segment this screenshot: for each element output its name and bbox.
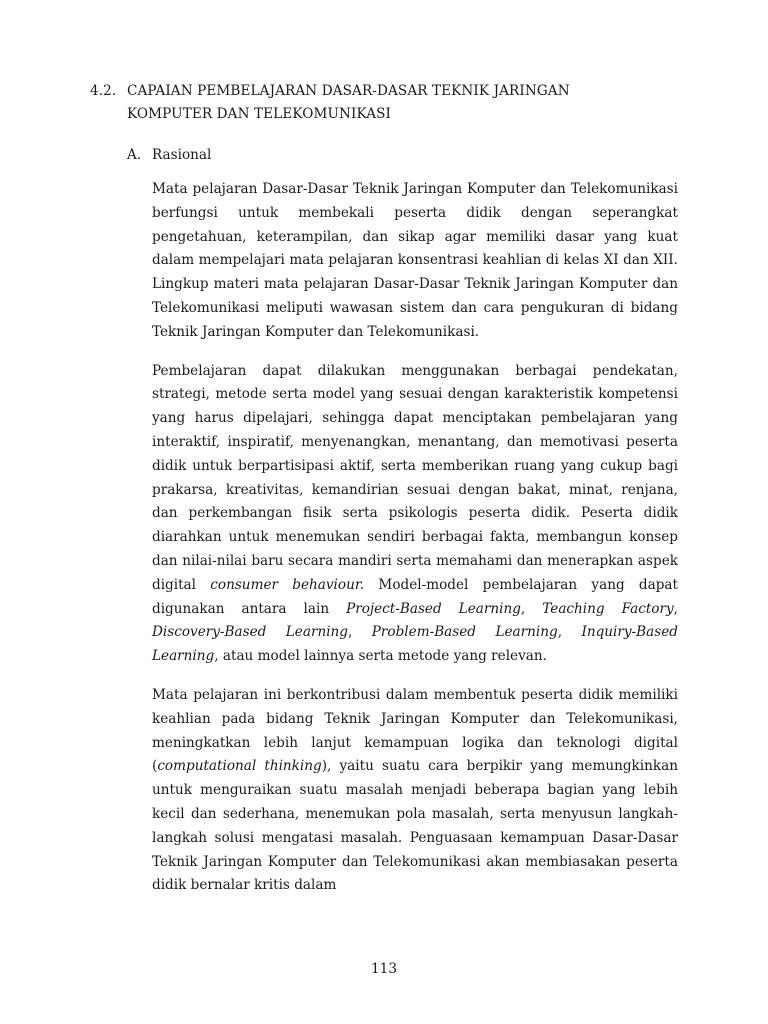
p2-text-c: , (520, 600, 543, 617)
p2-text-a: Pembelajaran dapat dilakukan menggunakan berbagai pendekatan, strategi, metode serta model yang sesuai dengan karakteristik kompetensi yang harus dipelajari, sehingga dapat menciptakan pembelajaran yang interaktif, inspiratif, menyenangkan, menantang, dan memotivasi peserta didik untuk berpartisipasi aktif, serta memberikan ruang yang cukup bagi prakarsa, kreativitas, kemandirian sesuai dengan bakat, minat, renjana, dan perkembangan fisik serta psikologis peserta didik. Peserta didik diarahkan untuk menemukan sendiri berbagai fakta, membangun konsep dan nilai-nilai baru secara mandiri serta memahami dan menerapkan aspek digital (152, 362, 678, 593)
section-title-line1: CAPAIAN PEMBELAJARAN DASAR-DASAR TEKNIK JARINGAN (127, 83, 570, 99)
paragraph-3 (152, 684, 678, 898)
p2-text-b: Model-model pembelajaran yang dapat digunakan antara lain (152, 576, 679, 617)
paragraph-1: Mata pelajaran Dasar-Dasar Teknik Jaringan Komputer dan Telekomunikasi berfungsi untuk membekali peserta didik dengan seperangkat pengetahuan, keterampilan, dan sikap agar memiliki dasar yang kuat dalam mempelajari mata pelajaran konsentrasi keahlian di kelas XI dan XII. Lingkup materi mata pelajaran Dasar-Dasar Teknik Jaringan Komputer dan Telekomunikasi meliputi wawasan sistem dan cara pengukuran di bidang Teknik Jaringan Komputer dan Telekomunikasi. (152, 181, 678, 340)
p2-italic-pbl: Project-Based Learning (346, 600, 521, 617)
p2-italic-consumer-behaviour: consumer behaviour. (210, 576, 365, 593)
subsection-letter: A. (127, 147, 142, 163)
p2-italic-problem: Problem-Based Learning (371, 624, 558, 641)
p3-italic-computational-thinking: computational thinking (157, 758, 322, 775)
p3-text-a: Mata pelajaran ini berkontribusi dalam membentuk peserta didik memiliki keahlian pada bidang Teknik Jaringan Komputer dan Telekomunikasi, meningkatkan lebih lanjut kemampuan logika dan teknologi digital ( (152, 686, 678, 775)
p2-italic-teaching-factory: Teaching Factory (542, 600, 674, 617)
body-text (152, 178, 678, 913)
paragraph-2 (152, 360, 678, 669)
subsection-title: Rasional (152, 147, 212, 163)
p2-text-g: , atau model lainnya serta metode yang relevan. (214, 648, 547, 665)
p2-text-e: , (348, 624, 372, 641)
subsection-heading (127, 145, 211, 165)
p2-text-d: , (673, 600, 678, 617)
p3-text-b: ), yaitu suatu cara berpikir yang memungkinkan untuk menguraikan suatu masalah menjadi beberapa bagian yang lebih kecil dan sederhana, menemukan pola masalah, serta menyusun langkah- langkah solusi mengatasi masalah. Penguasaan kemampuan Dasar-Dasar Teknik Jaringan Komputer dan Telekomunikasi akan membiasakan peserta didik bernalar kritis dalam (152, 758, 678, 894)
page-number: 113 (371, 961, 397, 977)
section-heading (90, 80, 690, 126)
section-number: 4.2. (90, 83, 117, 99)
section-title-line2: KOMPUTER DAN TELEKOMUNIKASI (127, 106, 392, 122)
p2-text-f: , (557, 624, 582, 641)
p2-italic-inquiry: Inquiry-Based Learning (152, 624, 678, 665)
p2-italic-discovery: Discovery-Based Learning (152, 624, 349, 641)
